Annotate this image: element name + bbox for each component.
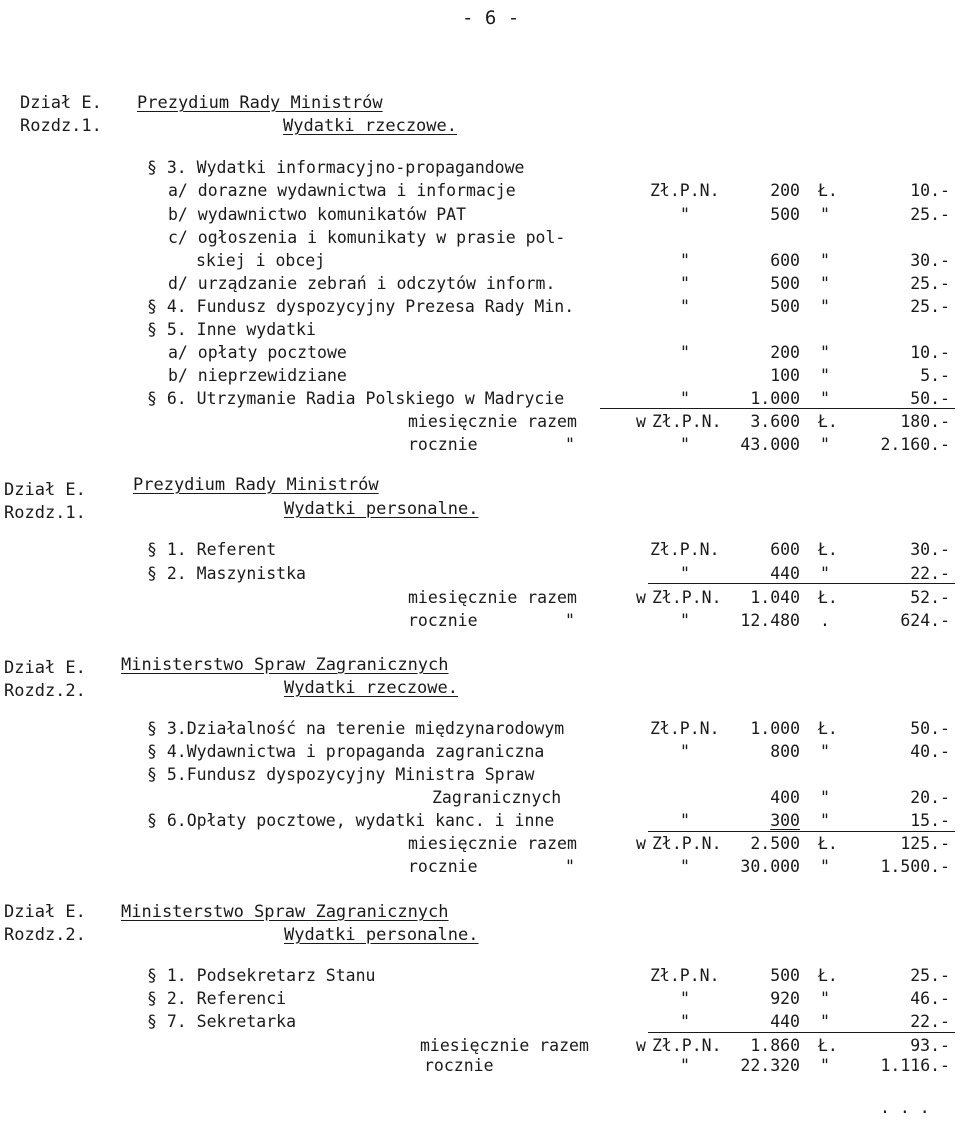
- row-currency: ": [680, 389, 690, 408]
- monthly-total-value: 125.-: [900, 834, 950, 853]
- row-pound-mark: ": [820, 788, 830, 807]
- row-amount: 400: [770, 788, 800, 807]
- row-label: § 4.Wydawnictwa i propaganda zagraniczna: [147, 742, 545, 761]
- row-value: 10.-: [910, 343, 950, 362]
- rozdz-label: Rozdz.2.: [4, 681, 86, 701]
- row-currency: ": [680, 742, 690, 761]
- row-currency: ": [680, 811, 690, 830]
- row-label: Zagranicznych: [432, 788, 562, 807]
- row-pound-mark: ": [820, 297, 830, 316]
- row-currency: ": [680, 343, 690, 362]
- section-subtitle: Wydatki rzeczowe.: [283, 116, 457, 136]
- row-pound-mark: Ł.: [818, 181, 838, 200]
- row-value: 30.-: [910, 540, 950, 559]
- rozdz-label: Rozdz.1.: [20, 116, 102, 136]
- row-pound-mark: ": [820, 343, 830, 362]
- monthly-total-currency: Zł.P.N.: [652, 1036, 722, 1055]
- ditto-mark: ": [565, 857, 575, 876]
- ditto-mark: ": [680, 435, 690, 454]
- yearly-total-label: rocznie: [408, 857, 478, 876]
- row-currency: Zł.P.N.: [650, 540, 720, 559]
- row-label: § 1. Podsekretarz Stanu: [147, 966, 376, 985]
- sum-divider: [600, 408, 955, 409]
- yearly-total-label: rocznie: [424, 1056, 494, 1075]
- row-pound-mark: ": [820, 742, 830, 761]
- row-currency: ": [680, 989, 690, 1008]
- yearly-total-amount: 30.000: [740, 857, 800, 876]
- dzial-label: Dział E.: [4, 480, 86, 500]
- monthly-total-pound-mark: Ł.: [818, 588, 838, 607]
- row-label: b/ nieprzewidziane: [168, 366, 347, 385]
- yearly-total-label: rocznie: [408, 611, 478, 630]
- row-amount: 600: [770, 540, 800, 559]
- yearly-total-label: rocznie: [408, 435, 478, 454]
- row-value: 25.-: [910, 297, 950, 316]
- section-title: Ministerstwo Spraw Zagranicznych: [121, 655, 449, 675]
- yearly-total-pound-mark: ": [820, 1056, 830, 1075]
- yearly-total-value: 1.116.-: [880, 1056, 950, 1075]
- row-label: § 6. Utrzymanie Radia Polskiego w Madrycie: [147, 389, 565, 408]
- row-currency: ": [680, 564, 690, 583]
- row-pound-mark: ": [820, 251, 830, 270]
- monthly-total-label: miesięcznie razem: [408, 834, 577, 853]
- monthly-total-amount: 2.500: [750, 834, 800, 853]
- row-amount: 500: [770, 966, 800, 985]
- page-number: - 6 -: [462, 7, 520, 29]
- section-title: Ministerstwo Spraw Zagranicznych: [121, 902, 449, 922]
- monthly-total-value: 52.-: [910, 588, 950, 607]
- row-amount: 200: [770, 343, 800, 362]
- row-amount: 1.000: [750, 719, 800, 738]
- row-pound-mark: Ł.: [818, 719, 838, 738]
- continuation-mark: . . .: [880, 1098, 930, 1117]
- row-pound-mark: ": [820, 389, 830, 408]
- monthly-total-value: 93.-: [910, 1036, 950, 1055]
- row-pound-mark: ": [820, 366, 830, 385]
- monthly-total-w: w: [636, 834, 646, 853]
- row-label: § 3.Działalność na terenie międzynarodowym: [147, 719, 565, 738]
- ditto-mark: ": [680, 1056, 690, 1075]
- row-amount: 500: [770, 205, 800, 224]
- row-pound-mark: ": [820, 811, 830, 830]
- monthly-total-w: w: [636, 412, 646, 431]
- row-pound-mark: Ł.: [818, 540, 838, 559]
- monthly-total-pound-mark: Ł.: [818, 834, 838, 853]
- monthly-total-pound-mark: Ł.: [818, 1036, 838, 1055]
- ditto-mark: ": [680, 611, 690, 630]
- row-pound-mark: ": [820, 564, 830, 583]
- section-subtitle: Wydatki personalne.: [284, 925, 479, 945]
- monthly-total-label: miesięcznie razem: [408, 588, 577, 607]
- monthly-total-w: w: [636, 588, 646, 607]
- row-currency: ": [680, 205, 690, 224]
- yearly-total-value: 624.-: [900, 611, 950, 630]
- yearly-total-pound-mark: .: [820, 611, 830, 630]
- monthly-total-label: miesięcznie razem: [408, 412, 577, 431]
- sum-divider: [648, 1032, 955, 1033]
- row-amount: 920: [770, 989, 800, 1008]
- row-pound-mark: ": [820, 989, 830, 1008]
- row-amount: 500: [770, 274, 800, 293]
- row-pound-mark: ": [820, 274, 830, 293]
- row-amount: 440: [770, 1012, 800, 1031]
- row-label: a/ opłaty pocztowe: [168, 343, 347, 362]
- dzial-label: Dział E.: [20, 93, 102, 113]
- row-pound-mark: Ł.: [818, 966, 838, 985]
- row-currency: ": [680, 274, 690, 293]
- row-value: 22.-: [910, 564, 950, 583]
- monthly-total-value: 180.-: [900, 412, 950, 431]
- dzial-label: Dział E.: [4, 658, 86, 678]
- yearly-total-pound-mark: ": [820, 857, 830, 876]
- row-value: 5.-: [920, 366, 950, 385]
- row-currency: ": [680, 251, 690, 270]
- row-pound-mark: ": [820, 1012, 830, 1031]
- monthly-total-w: w: [636, 1036, 646, 1055]
- section-title: Prezydium Rady Ministrów: [133, 475, 379, 495]
- row-amount: 500: [770, 297, 800, 316]
- monthly-total-label: miesięcznie razem: [420, 1036, 589, 1055]
- row-currency: Zł.P.N.: [650, 181, 720, 200]
- row-label: d/ urządzanie zebrań i odczytów inform.: [168, 274, 556, 293]
- row-value: 30.-: [910, 251, 950, 270]
- row-value: 15.-: [910, 811, 950, 830]
- row-amount: 1.000: [750, 389, 800, 408]
- row-amount: 100: [770, 366, 800, 385]
- row-value: 25.-: [910, 966, 950, 985]
- row-label: § 5. Inne wydatki: [147, 320, 316, 339]
- rozdz-label: Rozdz.1.: [4, 503, 86, 523]
- sum-divider: [648, 831, 955, 832]
- yearly-total-pound-mark: ": [820, 435, 830, 454]
- row-value: 25.-: [910, 205, 950, 224]
- rozdz-label: Rozdz.2.: [4, 925, 86, 945]
- row-label: b/ wydawnictwo komunikatów PAT: [168, 205, 467, 224]
- row-amount: 440: [770, 564, 800, 583]
- section-subtitle: Wydatki personalne.: [284, 499, 479, 519]
- row-label: c/ ogłoszenia i komunikaty w prasie pol-: [168, 228, 566, 247]
- ditto-mark: ": [565, 435, 575, 454]
- row-label: § 1. Referent: [147, 540, 277, 559]
- row-label: § 2. Maszynistka: [147, 564, 306, 583]
- yearly-total-value: 1.500.-: [880, 857, 950, 876]
- row-amount: 800: [770, 742, 800, 761]
- dzial-label: Dział E.: [4, 902, 86, 922]
- row-currency: ": [680, 297, 690, 316]
- row-currency: ": [680, 1012, 690, 1031]
- row-label: a/ dorazne wydawnictwa i informacje: [168, 181, 516, 200]
- row-value: 46.-: [910, 989, 950, 1008]
- row-value: 10.-: [910, 181, 950, 200]
- ditto-mark: ": [565, 611, 575, 630]
- yearly-total-amount: 12.480: [740, 611, 800, 630]
- monthly-total-currency: Zł.P.N.: [652, 412, 722, 431]
- row-currency: Zł.P.N.: [650, 719, 720, 738]
- row-label: § 4. Fundusz dyspozycyjny Prezesa Rady Min.: [147, 297, 575, 316]
- monthly-total-pound-mark: Ł.: [818, 412, 838, 431]
- row-label: skiej i obcej: [196, 251, 326, 270]
- sum-divider: [648, 583, 955, 584]
- row-value: 25.-: [910, 274, 950, 293]
- ditto-mark: ": [680, 857, 690, 876]
- monthly-total-currency: Zł.P.N.: [652, 588, 722, 607]
- row-value: 50.-: [910, 719, 950, 738]
- row-currency: Zł.P.N.: [650, 966, 720, 985]
- yearly-total-value: 2.160.-: [880, 435, 950, 454]
- monthly-total-amount: 3.600: [750, 412, 800, 431]
- section-subtitle: Wydatki rzeczowe.: [284, 678, 458, 698]
- row-label: § 2. Referenci: [147, 989, 287, 1008]
- monthly-total-amount: 1.040: [750, 588, 800, 607]
- row-value: 20.-: [910, 788, 950, 807]
- row-amount: 200: [770, 181, 800, 200]
- row-value: 22.-: [910, 1012, 950, 1031]
- row-value: 50.-: [910, 389, 950, 408]
- yearly-total-amount: 22.320: [740, 1056, 800, 1075]
- row-label: § 3. Wydatki informacyjno-propagandowe: [147, 158, 525, 177]
- row-label: § 5.Fundusz dyspozycyjny Ministra Spraw: [147, 765, 535, 784]
- row-label: § 6.Opłaty pocztowe, wydatki kanc. i inne: [147, 811, 555, 830]
- row-value: 40.-: [910, 742, 950, 761]
- row-pound-mark: ": [820, 205, 830, 224]
- row-label: § 7. Sekretarka: [147, 1012, 297, 1031]
- monthly-total-currency: Zł.P.N.: [652, 834, 722, 853]
- monthly-total-amount: 1.860: [750, 1036, 800, 1055]
- row-amount: 300: [770, 811, 800, 830]
- yearly-total-amount: 43.000: [740, 435, 800, 454]
- section-title: Prezydium Rady Ministrów: [137, 93, 383, 113]
- row-amount: 600: [770, 251, 800, 270]
